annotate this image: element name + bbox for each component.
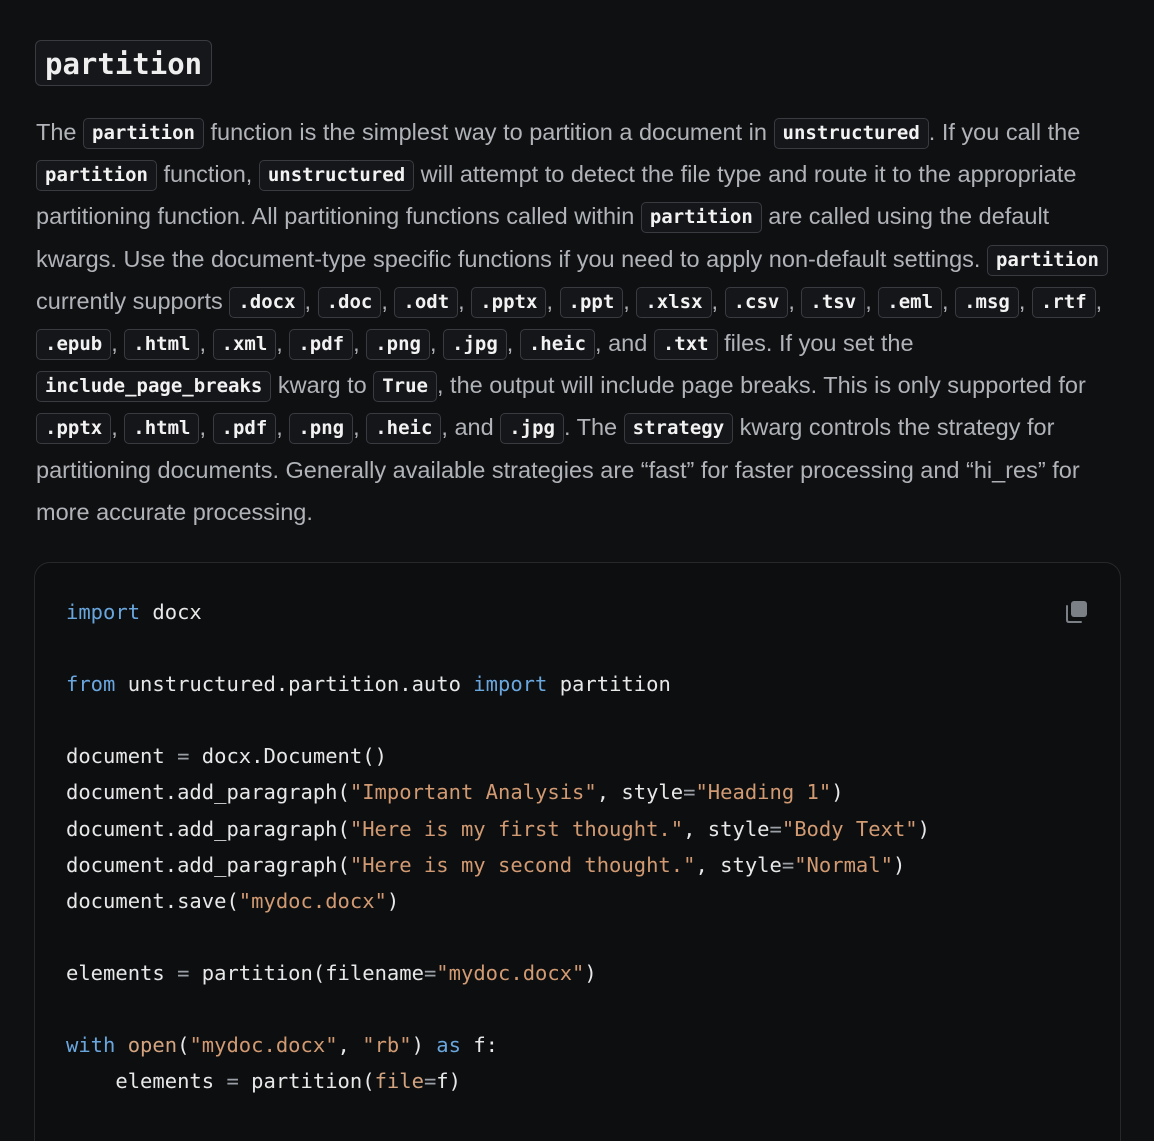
- code-token: , style: [695, 852, 782, 877]
- code-line: [66, 883, 930, 919]
- code-line: [66, 1063, 930, 1099]
- code-token: open: [127, 1033, 178, 1058]
- prose-text: ,: [429, 330, 444, 357]
- prose-text: ,: [623, 287, 637, 314]
- code-token: ,: [337, 1033, 363, 1058]
- code-lines: [66, 594, 930, 1099]
- code-token: elements: [66, 1069, 227, 1094]
- prose-text: ,: [711, 287, 725, 314]
- prose-text: . The: [563, 414, 624, 441]
- code-token: document: [66, 744, 178, 769]
- code-token: "rb": [362, 1033, 412, 1058]
- prose-text: , the output will include page breaks. This is only supported for: [436, 372, 1086, 399]
- code-token: from: [66, 672, 128, 697]
- code-line: [66, 738, 930, 774]
- inline-code: True: [373, 371, 437, 402]
- code-token: document.add_paragraph(: [66, 852, 350, 877]
- prose-text: ,: [199, 414, 213, 441]
- prose-text: kwarg to: [271, 372, 374, 399]
- prose-text: , and: [441, 414, 501, 441]
- prose-text: kwarg controls the strategy for partitioning documents. Generally available strategies are “fast” for faster processing and “hi_res” for more accurate processing.: [36, 414, 1080, 525]
- code-line: [66, 955, 930, 991]
- inline-code: partition: [36, 160, 157, 191]
- code-token: =: [683, 780, 696, 805]
- code-token: (: [177, 1033, 190, 1058]
- inline-code: .pdf: [289, 329, 353, 360]
- code-token: ): [892, 852, 906, 877]
- prose-text: ,: [199, 330, 213, 357]
- inline-code: .txt: [654, 329, 718, 360]
- inline-code: include_page_breaks: [36, 371, 271, 402]
- code-line: [66, 1027, 930, 1063]
- prose-text: will attempt to detect the file type and route it to the appropriate partitioning function. All partitioning functions called within: [36, 161, 1077, 230]
- inline-code: unstructured: [259, 160, 414, 191]
- code-line: [66, 811, 930, 847]
- prose-text: files. If you set the: [717, 330, 914, 357]
- prose-text: ,: [546, 287, 560, 314]
- code-token: partition(filename: [201, 960, 424, 985]
- inline-code: .odt: [394, 287, 458, 318]
- code-token: file: [374, 1069, 424, 1094]
- inline-code: strategy: [624, 413, 734, 444]
- prose-text: ,: [353, 330, 367, 357]
- code-token: ): [386, 888, 400, 913]
- prose-text: ,: [381, 287, 395, 314]
- inline-code: partition: [641, 202, 762, 233]
- inline-code: .jpg: [443, 329, 507, 360]
- code-token: , style: [683, 816, 770, 841]
- prose-text: function,: [156, 161, 259, 188]
- inline-code: .msg: [955, 287, 1019, 318]
- code-token: import: [473, 672, 560, 697]
- inline-code: .xlsx: [636, 287, 711, 318]
- prose-text: ,: [276, 330, 290, 357]
- inline-code: .eml: [878, 287, 942, 318]
- inline-code: .csv: [725, 287, 789, 318]
- prose-text: ,: [788, 287, 802, 314]
- prose-text: ,: [865, 287, 879, 314]
- code-line: [66, 847, 930, 883]
- prose-text: ,: [353, 414, 367, 441]
- inline-code: .heic: [366, 413, 441, 444]
- prose-text: ,: [1018, 287, 1032, 314]
- inline-code: .pptx: [36, 413, 111, 444]
- code-token: ): [917, 816, 930, 841]
- code-token: "mydoc.docx": [436, 960, 585, 985]
- code-token: with: [66, 1033, 128, 1058]
- prose-text: currently supports: [36, 287, 230, 314]
- page-title: partition: [35, 40, 212, 86]
- code-token: "Here is my first thought.": [349, 816, 684, 841]
- code-token: document.add_paragraph(: [66, 780, 350, 805]
- description-paragraph: [36, 111, 1126, 533]
- prose-text: ,: [111, 330, 125, 357]
- inline-code: .ppt: [560, 287, 624, 318]
- code-token: =: [423, 1069, 437, 1094]
- code-token: partition: [559, 672, 671, 697]
- code-token: "Normal": [794, 852, 893, 877]
- code-token: =: [423, 960, 437, 985]
- code-token: as: [423, 1033, 474, 1058]
- code-token: "Important Analysis": [349, 780, 597, 805]
- code-token: "Heading 1": [695, 780, 832, 805]
- code-token: ): [411, 1033, 424, 1058]
- prose-text: function is the simplest way to partition a document in: [203, 119, 774, 145]
- code-line: [66, 666, 930, 702]
- code-token: import: [66, 600, 153, 624]
- code-token: elements: [66, 960, 178, 985]
- code-token: "Here is my second thought.": [349, 852, 696, 877]
- prose-text: ,: [1095, 287, 1103, 314]
- inline-code: .pdf: [213, 413, 277, 444]
- inline-code: .rtf: [1032, 287, 1096, 318]
- inline-code: .epub: [36, 329, 111, 360]
- prose-text: ,: [458, 287, 472, 314]
- code-token: partition(: [251, 1069, 375, 1094]
- code-token: f): [436, 1069, 461, 1094]
- code-token: unstructured.partition.auto: [127, 672, 474, 697]
- code-block: [34, 562, 1121, 1141]
- prose-text: ,: [111, 414, 125, 441]
- inline-code: .html: [124, 413, 199, 444]
- code-token: document.add_paragraph(: [66, 816, 350, 841]
- code-token: =: [781, 852, 795, 877]
- code-token: ): [584, 960, 597, 985]
- code-token: docx: [152, 600, 202, 624]
- inline-code: partition: [987, 245, 1108, 276]
- copy-icon: [1064, 598, 1090, 624]
- prose-text: ,: [304, 287, 318, 314]
- inline-code: partition: [83, 118, 204, 149]
- code-token: f:: [473, 1033, 499, 1058]
- code-token: =: [226, 1069, 252, 1094]
- code-token: =: [177, 744, 202, 769]
- code-token: ): [831, 780, 844, 805]
- code-line: [66, 919, 930, 955]
- inline-code: .doc: [318, 287, 382, 318]
- code-token: , style: [596, 780, 684, 805]
- code-line: [66, 594, 930, 630]
- inline-code: .jpg: [500, 413, 564, 444]
- inline-code: unstructured: [774, 118, 929, 149]
- code-line: [66, 991, 930, 1027]
- code-token: "mydoc.docx": [238, 888, 387, 913]
- inline-code: .heic: [520, 329, 595, 360]
- copy-button[interactable]: [1064, 598, 1090, 624]
- prose-text: The: [36, 119, 84, 145]
- code-token: docx.Document(): [201, 744, 387, 769]
- code-line: [66, 702, 930, 738]
- prose-text: , and: [595, 330, 654, 357]
- prose-text: . If you call the: [928, 119, 1081, 145]
- inline-code: .tsv: [801, 287, 865, 318]
- prose-text: are called using the default kwargs. Use the document-type specific functions if you need to apply non-default settings.: [36, 203, 1050, 272]
- prose-text: ,: [506, 330, 520, 357]
- inline-code: .png: [289, 413, 353, 444]
- code-token: =: [177, 960, 202, 985]
- prose-text: ,: [276, 414, 290, 441]
- prose-text: ,: [942, 287, 956, 314]
- code-line: [66, 774, 930, 810]
- inline-code: .html: [124, 329, 199, 360]
- code-token: "mydoc.docx": [189, 1033, 338, 1058]
- inline-code: .docx: [229, 287, 304, 318]
- inline-code: .png: [366, 329, 430, 360]
- code-line: [66, 630, 930, 666]
- code-token: "Body Text": [781, 816, 918, 841]
- code-token: =: [769, 816, 782, 841]
- inline-code: .xml: [213, 329, 277, 360]
- inline-code: .pptx: [471, 287, 546, 318]
- code-token: document.save(: [66, 888, 239, 913]
